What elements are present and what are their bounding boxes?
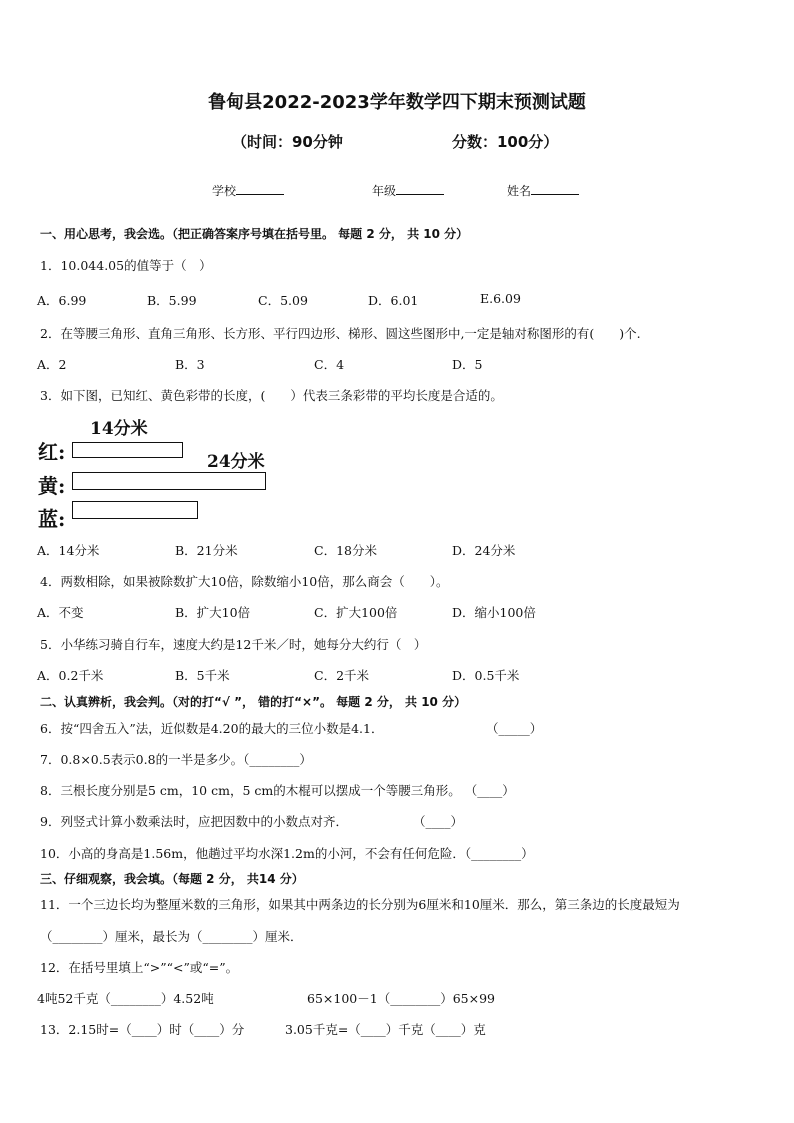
question-1: 1．10.044.05的值等于（ ）	[40, 258, 212, 273]
name-blank[interactable]	[531, 183, 579, 195]
q12-item-a[interactable]: 4吨52千克（________）4.52吨	[37, 991, 214, 1006]
grade-label: 年级	[372, 184, 397, 198]
school-blank[interactable]	[236, 183, 284, 195]
q9-answer-blank[interactable]: （____）	[413, 814, 464, 829]
yellow-length-label: 24分米	[207, 452, 265, 472]
yellow-ribbon	[72, 472, 266, 490]
question-12: 12．在括号里填上“>”“<”或“=”。	[40, 960, 239, 975]
q5-option-c[interactable]: C．2千米	[314, 668, 370, 683]
red-ribbon	[72, 442, 183, 458]
q5-option-a[interactable]: A．0.2千米	[37, 668, 104, 683]
question-4: 4．两数相除，如果被除数扩大10倍，除数缩小10倍，那么商会（ ）。	[40, 574, 449, 589]
q1-option-b[interactable]: B．5.99	[147, 293, 197, 308]
question-13-b[interactable]: 3.05千克=（____）千克（____）克	[285, 1022, 486, 1037]
q12-item-b[interactable]: 65×100－1（________）65×99	[307, 991, 495, 1006]
question-8[interactable]: 8．三根长度分别是5 cm，10 cm，5 cm的木棍可以摆成一个等腰三角形。 （____）	[40, 783, 515, 798]
q3-option-c[interactable]: C．18分米	[314, 543, 377, 558]
red-length-label: 14分米	[90, 419, 148, 439]
school-field[interactable]	[212, 182, 284, 199]
question-3: 3．如下图，已知红、黄色彩带的长度，( ）代表三条彩带的平均长度是合适的。	[40, 388, 503, 403]
question-6: 6．按“四舍五入”法，近似数是4.20的最大的三位小数是4.1．	[40, 721, 384, 736]
section3-heading: 三、仔细观察，我会填。（每题 2 分， 共14 分）	[40, 872, 304, 886]
grade-field[interactable]	[372, 182, 444, 199]
exam-score: 分数：100分）	[452, 133, 559, 151]
q2-option-c[interactable]: C．4	[314, 357, 345, 372]
q3-option-b[interactable]: B．21分米	[175, 543, 238, 558]
q4-option-d[interactable]: D．缩小100倍	[452, 605, 536, 620]
q3-option-a[interactable]: A．14分米	[37, 543, 100, 558]
q1-option-a[interactable]: A．6.99	[37, 293, 87, 308]
q3-option-d[interactable]: D．24分米	[452, 543, 516, 558]
question-9: 9．列竖式计算小数乘法时，应把因数中的小数点对齐．	[40, 814, 348, 829]
q4-option-a[interactable]: A．不变	[37, 605, 84, 620]
question-10[interactable]: 10．小高的身高是1.56m，他趟过平均水深1.2m的小河，不会有任何危险．（________）	[40, 846, 534, 861]
yellow-label: 黄:	[38, 474, 66, 498]
school-label: 学校	[212, 184, 237, 198]
q2-option-a[interactable]: A．2	[37, 357, 67, 372]
exam-time: （时间：90分钟	[232, 133, 343, 151]
blue-label: 蓝:	[38, 507, 66, 531]
question-13-a[interactable]: 13．2.15时=（____）时（____）分	[40, 1022, 245, 1037]
q5-option-b[interactable]: B．5千米	[175, 668, 230, 683]
q1-option-d[interactable]: D．6.01	[368, 293, 419, 308]
section1-heading: 一、用心思考，我会选。（把正确答案序号填在括号里。 每题 2 分， 共 10 分）	[40, 227, 469, 241]
q2-option-d[interactable]: D．5	[452, 357, 483, 372]
q6-answer-blank[interactable]: （_____）	[486, 721, 543, 736]
q4-option-c[interactable]: C．扩大100倍	[314, 605, 398, 620]
question-5: 5．小华练习骑自行车，速度大约是12千米／时，她每分大约行（ ）	[40, 637, 427, 652]
grade-blank[interactable]	[396, 183, 444, 195]
red-label: 红:	[38, 440, 66, 464]
question-11-line1: 11．一个三边长均为整厘米数的三角形，如果其中两条边的长分别为6厘米和10厘米．那么，第三条边的长度最短为	[40, 897, 680, 912]
question-7[interactable]: 7．0.8×0.5表示0.8的一半是多少。（________）	[40, 752, 312, 767]
blue-ribbon	[72, 501, 198, 519]
name-field[interactable]	[507, 182, 579, 199]
q1-option-c[interactable]: C．5.09	[258, 293, 308, 308]
q1-option-e[interactable]: E.6.09	[480, 291, 521, 306]
q5-option-d[interactable]: D．0.5千米	[452, 668, 520, 683]
section2-heading: 二、认真辨析，我会判。（对的打“√ ”， 错的打“×”。 每题 2 分， 共 10 分）	[40, 695, 467, 709]
question-2: 2．在等腰三角形、直角三角形、长方形、平行四边形、梯形、圆这些图形中,一定是轴对称图形的有( )个.	[40, 326, 641, 341]
q4-option-b[interactable]: B．扩大10倍	[175, 605, 251, 620]
page-title: 鲁甸县2022-2023学年数学四下期末预测试题	[208, 92, 586, 113]
name-label: 姓名	[507, 184, 532, 198]
q2-option-b[interactable]: B．3	[175, 357, 205, 372]
question-11-line2[interactable]: （________）厘米，最长为（________）厘米．	[40, 929, 303, 944]
